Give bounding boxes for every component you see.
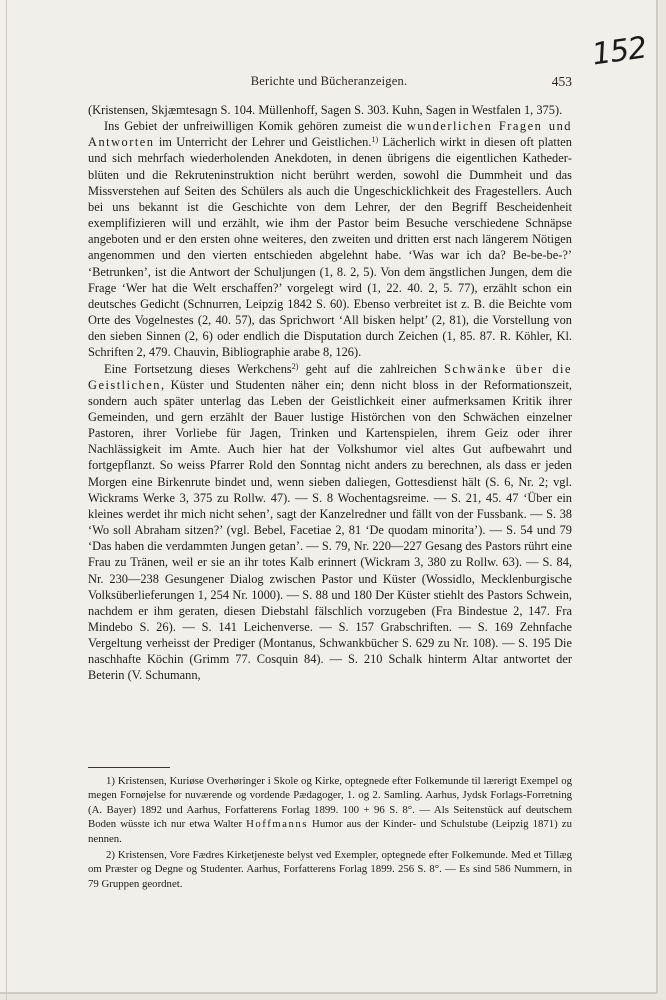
spaced-emphasis-text: Hoffmanns <box>246 818 308 831</box>
running-header <box>86 74 572 90</box>
footnote-rule <box>88 767 170 768</box>
text-run: geht auf die zahlreichen <box>298 361 444 376</box>
paragraph <box>88 102 572 118</box>
handwritten-folio-number: 152 <box>589 30 649 73</box>
margin-line <box>6 0 7 1000</box>
paragraph <box>88 361 572 684</box>
footnote-marker: 1) <box>371 135 379 145</box>
text-run: , Küster und Studenten näher ein; denn nicht bloss in der Reformationszeit, sondern auch später unterlag das Leben der Geistlichkeit einer aufmerksamen Kritik ihrer Gemeinden, und gern erzählt der Bauer lustige Histörchen von den Schwächen einzelner Pastoren, ihrer Vorliebe für Jagen, Trinken und Kartenspielen, ihrem Geiz oder ihrer Nachlässigkeit im Amte. Auch hier hat der Volkshumor viel altes Gut aufbewahrt und fortgepflanzt. So weiss Pfarrer Rold den Sonntag nicht anders zu berechnen, als dass er jeden Morgen eine Birkenrute bindet und, wenn sieben daliegen, Gottesdienst hält (S. 6, Nr. 2; vgl. Wickrams Werke 3, 375 zu Rollw. 47). — S. 8 Wochentagsreime. — S. 21, 45. 47 ‘Über ein kleines werdet ihr mich nicht sehen’, sagt der Kanzelredner und fällt von der Fussbank. — S. 38 ‘Wo soll Abraham sitzen?’ (vgl. Bebel, Facetiae 2, 81 ‘De quodam minorita’). — S. 54 und 79 ‘Das haben die verdammten Jungen getan’. — S. 79, Nr. 220—227 Gesang des Pastors rührt eine Frau zu Tränen, weil er sie an ihr totes Kalb erinnert (Wickram 3, 380 zu Rollw. 63). — S. 84, Nr. 230—238 Gesungener Dialog zwischen Pastor und Küster (Wossidlo, Mecklenburgische Volksüberlieferungen 1, 254 Nr. 1000). — S. 88 und 180 Der Küster stiehlt des Pastors Schwein, nachdem er ihm geraten, diesen Diebstahl fälschlich vorzugeben (Fra Bindestue 2, 147. Fra Mindebo S. 26). — S. 141 Leichenverse. — S. 157 Grabschriften. — S. 169 Zehnfache Vergeltung verheisst der Prediger (Montanus, Schwankbücher S. 629 zu Nr. 108). — S. 195 Die naschhafte Köchin (Grimm 77. Cosquin 84). — S. 210 Schalk hinterm Altar antwortet der Beterin (V. Schumann, <box>88 377 572 683</box>
text-run: Ins Gebiet der unfreiwilligen Komik gehören zumeist die <box>104 119 407 134</box>
page-number: 453 <box>551 74 572 89</box>
footnotes <box>88 774 572 893</box>
running-header-title: Berichte und Bücheranzeigen. <box>250 74 408 88</box>
spaced-emphasis-text: Schwänke über die Geistlichen <box>88 361 573 392</box>
text-run: im Unterricht der Lehrer und Geistlichen. <box>154 135 372 150</box>
footnote <box>88 774 572 846</box>
text-run: Humor aus der Kinder- und Schulstube (Leipzig 1871) zu nennen. <box>88 818 572 845</box>
text-run: 1) Kristensen, Kuriøse Overhøringer i Skole og Kirke, optegnede efter Folkemunde til lærerigt Exempel og megen Fornøjelse for nuværende og vordende Pædagoger, 1. og 2. Samling. Aarhus, Jydsk Forlags-Forretning (A. Bayer) 1892 und Aarhus, Forfatterens Forlag 1899. 100 + 96 S. 8°. — Als Seitenstück auf deutschem Boden wüsste ich nur etwa Walter <box>88 775 572 831</box>
text-run: 2) Kristensen, Vore Fædres Kirketjeneste belyst ved Exempler, optegnede efter Folkemunde. Med et Tillæg om Præster og Degne og Studenter. Aarhus, Forfatterens Forlag 1899. 256 S. 8°. — Es sind 586 Nummern, in 79 Gruppen geordnet. <box>88 849 572 890</box>
main-text <box>88 102 572 684</box>
text-run: Lächerlich wirkt in diesen oft platten und sich mehrfach wiederholenden Anekdoten, in denen übrigens die eigentlichen Kathederblüten und die Rekruteninstruktion nicht berührt werden, sowohl die Dummheit und das Missverstehen auf Seiten des Schülers als auch die Ungeschicklichkeit des Fragestellers. Auch bei uns bekannt ist die Geschichte von dem Lehrer, der den Begriff Bescheidenheit exemplifizieren will und erzählt, wie ihm der Pastor beim Besuche verschiedene Schnäpse angeboten und er den ersten ohne weiteres, den zweiten und dritten erst nach längerem Nötigen angenommen und den vierten entschieden abgelehnt habe. ‘Was war ich da? Be-be-be-?’ ‘Betrunken’, ist die Antwort der Schuljungen (1, 8. 2, 5). Von dem ängstlichen Jungen, dem die Frage ‘Wer hat die Welt erschaffen?’ vorgelegt wird (1, 22. 40. 2, 5. 77), erzählt schon ein deutsches Gedicht (Schnurren, Leipzig 1842 S. 60). Ebenso verbreitet ist z. B. die Beichte vom Orte des Vogelnestes (2, 40. 57), das Sprichwort ‘All bisken helpt’ (2, 81), die Vorstellung von den sieben Sinnen (2, 6) oder endlich die Disputation durch Zeichen (1, 85. 87. R. Köhler, Kl. Schriften 2, 479. Chauvin, Bibliographie arabe 8, 126). <box>88 135 572 360</box>
footnote-marker: 2) <box>291 361 299 371</box>
spaced-emphasis-text: wunderlichen Fragen und Antworten <box>88 119 572 150</box>
paragraph <box>88 118 572 360</box>
footnote <box>88 848 572 891</box>
text-run: Eine Fortsetzung dieses Werkchens <box>104 361 292 376</box>
text-run: (Kristensen, Skjæmtesagn S. 104. Müllenhoff, Sagen S. 303. Kuhn, Sagen in Westfalen 1, 375). <box>88 103 563 117</box>
